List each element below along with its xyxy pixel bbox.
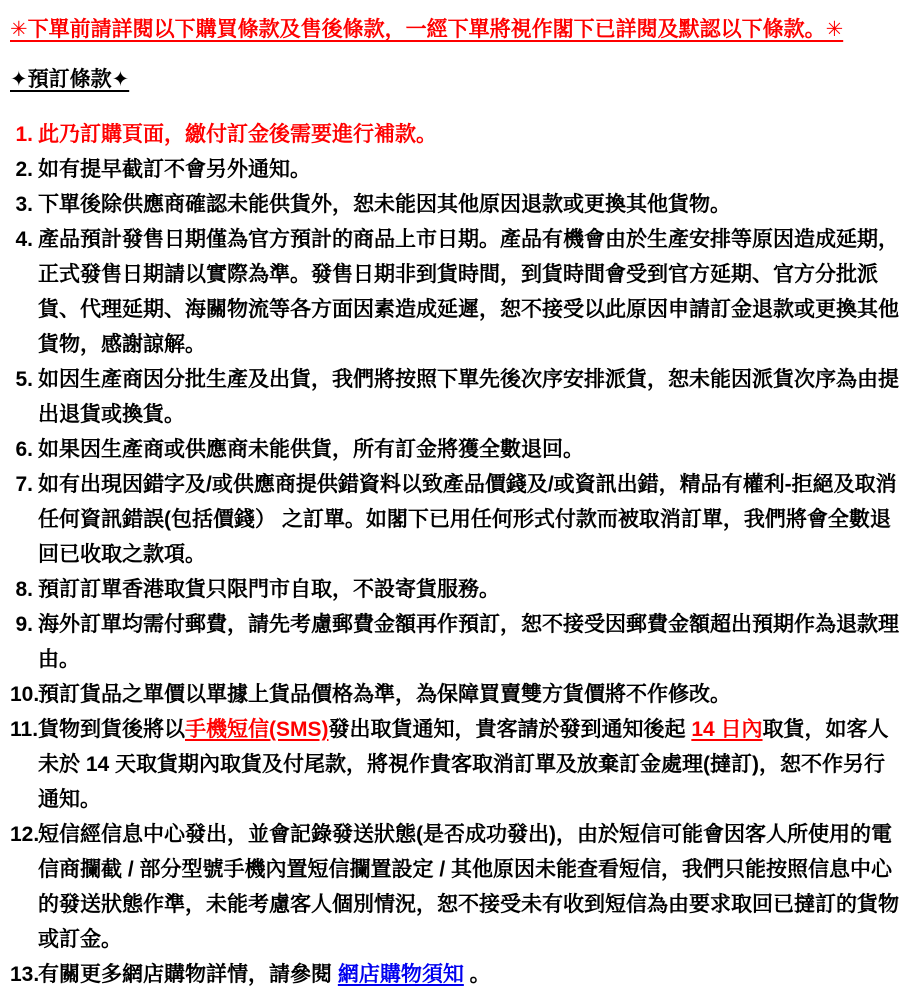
- term-text: [38, 683, 731, 706]
- term-number: 3.: [15, 193, 33, 216]
- term-text: [38, 613, 899, 671]
- term-item: [10, 712, 903, 817]
- term-number: 13.: [10, 963, 40, 986]
- term-item: [10, 187, 903, 222]
- term-text-segment: 下單後除供應商確認未能供貨外，恕未能因其他原因退款或更換其他貨物。: [38, 193, 731, 216]
- term-text-segment: 貨物到貨後將以: [38, 718, 185, 741]
- term-number: 5.: [15, 368, 33, 391]
- term-item: [10, 467, 903, 572]
- term-number: 4.: [15, 228, 33, 251]
- term-text: [38, 578, 500, 601]
- purchase-notice-heading: ✳下單前請詳閱以下購買條款及售後條款，一經下單將視作閣下已詳閱及默認以下條款。✳: [10, 18, 844, 41]
- terms-list: [10, 117, 903, 992]
- term-item: [10, 817, 903, 957]
- term-text-segment: 如有出現因錯字及/或供應商提供錯資料以致產品價錢及/或資訊出錯，精品有權利-拒絕及取消任何資訊錯誤(包括價錢） 之訂單。如閣下已用任何形式付款而被取消訂單，我們將會全數退回已收取之款項。: [38, 473, 897, 566]
- term-item: [10, 362, 903, 432]
- term-text-segment: 。: [463, 963, 491, 986]
- term-text: [38, 193, 731, 216]
- term-text-segment: 海外訂單均需付郵費，請先考慮郵費金額再作預訂，恕不接受因郵費金額超出預期作為退款理由。: [38, 613, 899, 671]
- term-number: 8.: [15, 578, 33, 601]
- term-item: [10, 152, 903, 187]
- shop-guide-link[interactable]: 網店購物須知: [337, 963, 464, 986]
- term-number: 11.: [10, 718, 39, 741]
- term-number: 1.: [15, 123, 33, 146]
- term-text: [38, 473, 897, 566]
- term-text-segment: 有關更多網店購物詳情，請參閱: [38, 963, 338, 986]
- term-text-segment: 如因生產商因分批生產及出貨，我們將按照下單先後次序安排派貨，恕未能因派貨次序為由提出退貨或換貨。: [38, 368, 899, 426]
- term-text-segment: 預訂訂單香港取貨只限門市自取，不設寄貨服務。: [38, 578, 500, 601]
- term-number: 7.: [15, 473, 33, 496]
- term-text: [38, 123, 437, 146]
- term-text-segment: 如有提早截訂不會另外通知。: [38, 158, 311, 181]
- term-number: 2.: [15, 158, 33, 181]
- term-item: [10, 432, 903, 467]
- term-item: [10, 222, 903, 362]
- term-text: [38, 963, 491, 986]
- term-text: [38, 718, 889, 811]
- term-text: [38, 368, 899, 426]
- highlighted-term-text: 14 日內: [691, 718, 763, 741]
- term-number: 10.: [10, 683, 40, 706]
- term-text-segment: 短信經信息中心發出，並會記錄發送狀態(是否成功發出)，由於短信可能會因客人所使用的電信商攔截 / 部分型號手機內置短信攔置設定 / 其他原因未能查看短信，我們只能按照信息中心的發送狀態作準，未能考慮客人個別情況，恕不接受未有收到短信為由要求取回已撻訂的貨物或訂金。: [38, 823, 899, 951]
- term-item: [10, 607, 903, 677]
- term-text: [38, 158, 311, 181]
- term-item: [10, 677, 903, 712]
- term-number: 12.: [10, 823, 40, 846]
- term-item: [10, 117, 903, 152]
- term-text-segment: 預訂貨品之單價以單據上貨品價格為準，為保障買賣雙方貨價將不作修改。: [38, 683, 731, 706]
- highlighted-term-text: 手機短信(SMS): [185, 718, 329, 741]
- term-text-segment: 此乃訂購頁面，繳付訂金後需要進行補款。: [38, 123, 437, 146]
- term-text-segment: 如果因生產商或供應商未能供貨，所有訂金將獲全數退回。: [38, 438, 584, 461]
- term-number: 6.: [15, 438, 33, 461]
- preorder-terms-title: ✦預訂條款✦: [10, 68, 130, 91]
- term-item: [10, 572, 903, 607]
- term-text-segment: 發出取貨通知，貴客請於發到通知後起: [328, 718, 692, 741]
- term-text: [38, 438, 584, 461]
- term-text-segment: 取貨，如客人未於 14 天取貨期內取貨及付尾款，將視作貴客取消訂單及放棄訂金處理(撻訂)，恕不作另行通知。: [38, 718, 889, 811]
- term-number: 9.: [15, 613, 33, 636]
- term-text-segment: 產品預計發售日期僅為官方預計的商品上市日期。產品有機會由於生產安排等原因造成延期，正式發售日期請以實際為準。發售日期非到貨時間，到貨時間會受到官方延期、官方分批派貨、代理延期、海關物流等各方面因素造成延遲，恕不接受以此原因申請訂金退款或更換其他貨物，感謝諒解。: [38, 228, 899, 356]
- term-item: [10, 957, 903, 992]
- term-text: [38, 228, 899, 356]
- term-text: [38, 823, 899, 951]
